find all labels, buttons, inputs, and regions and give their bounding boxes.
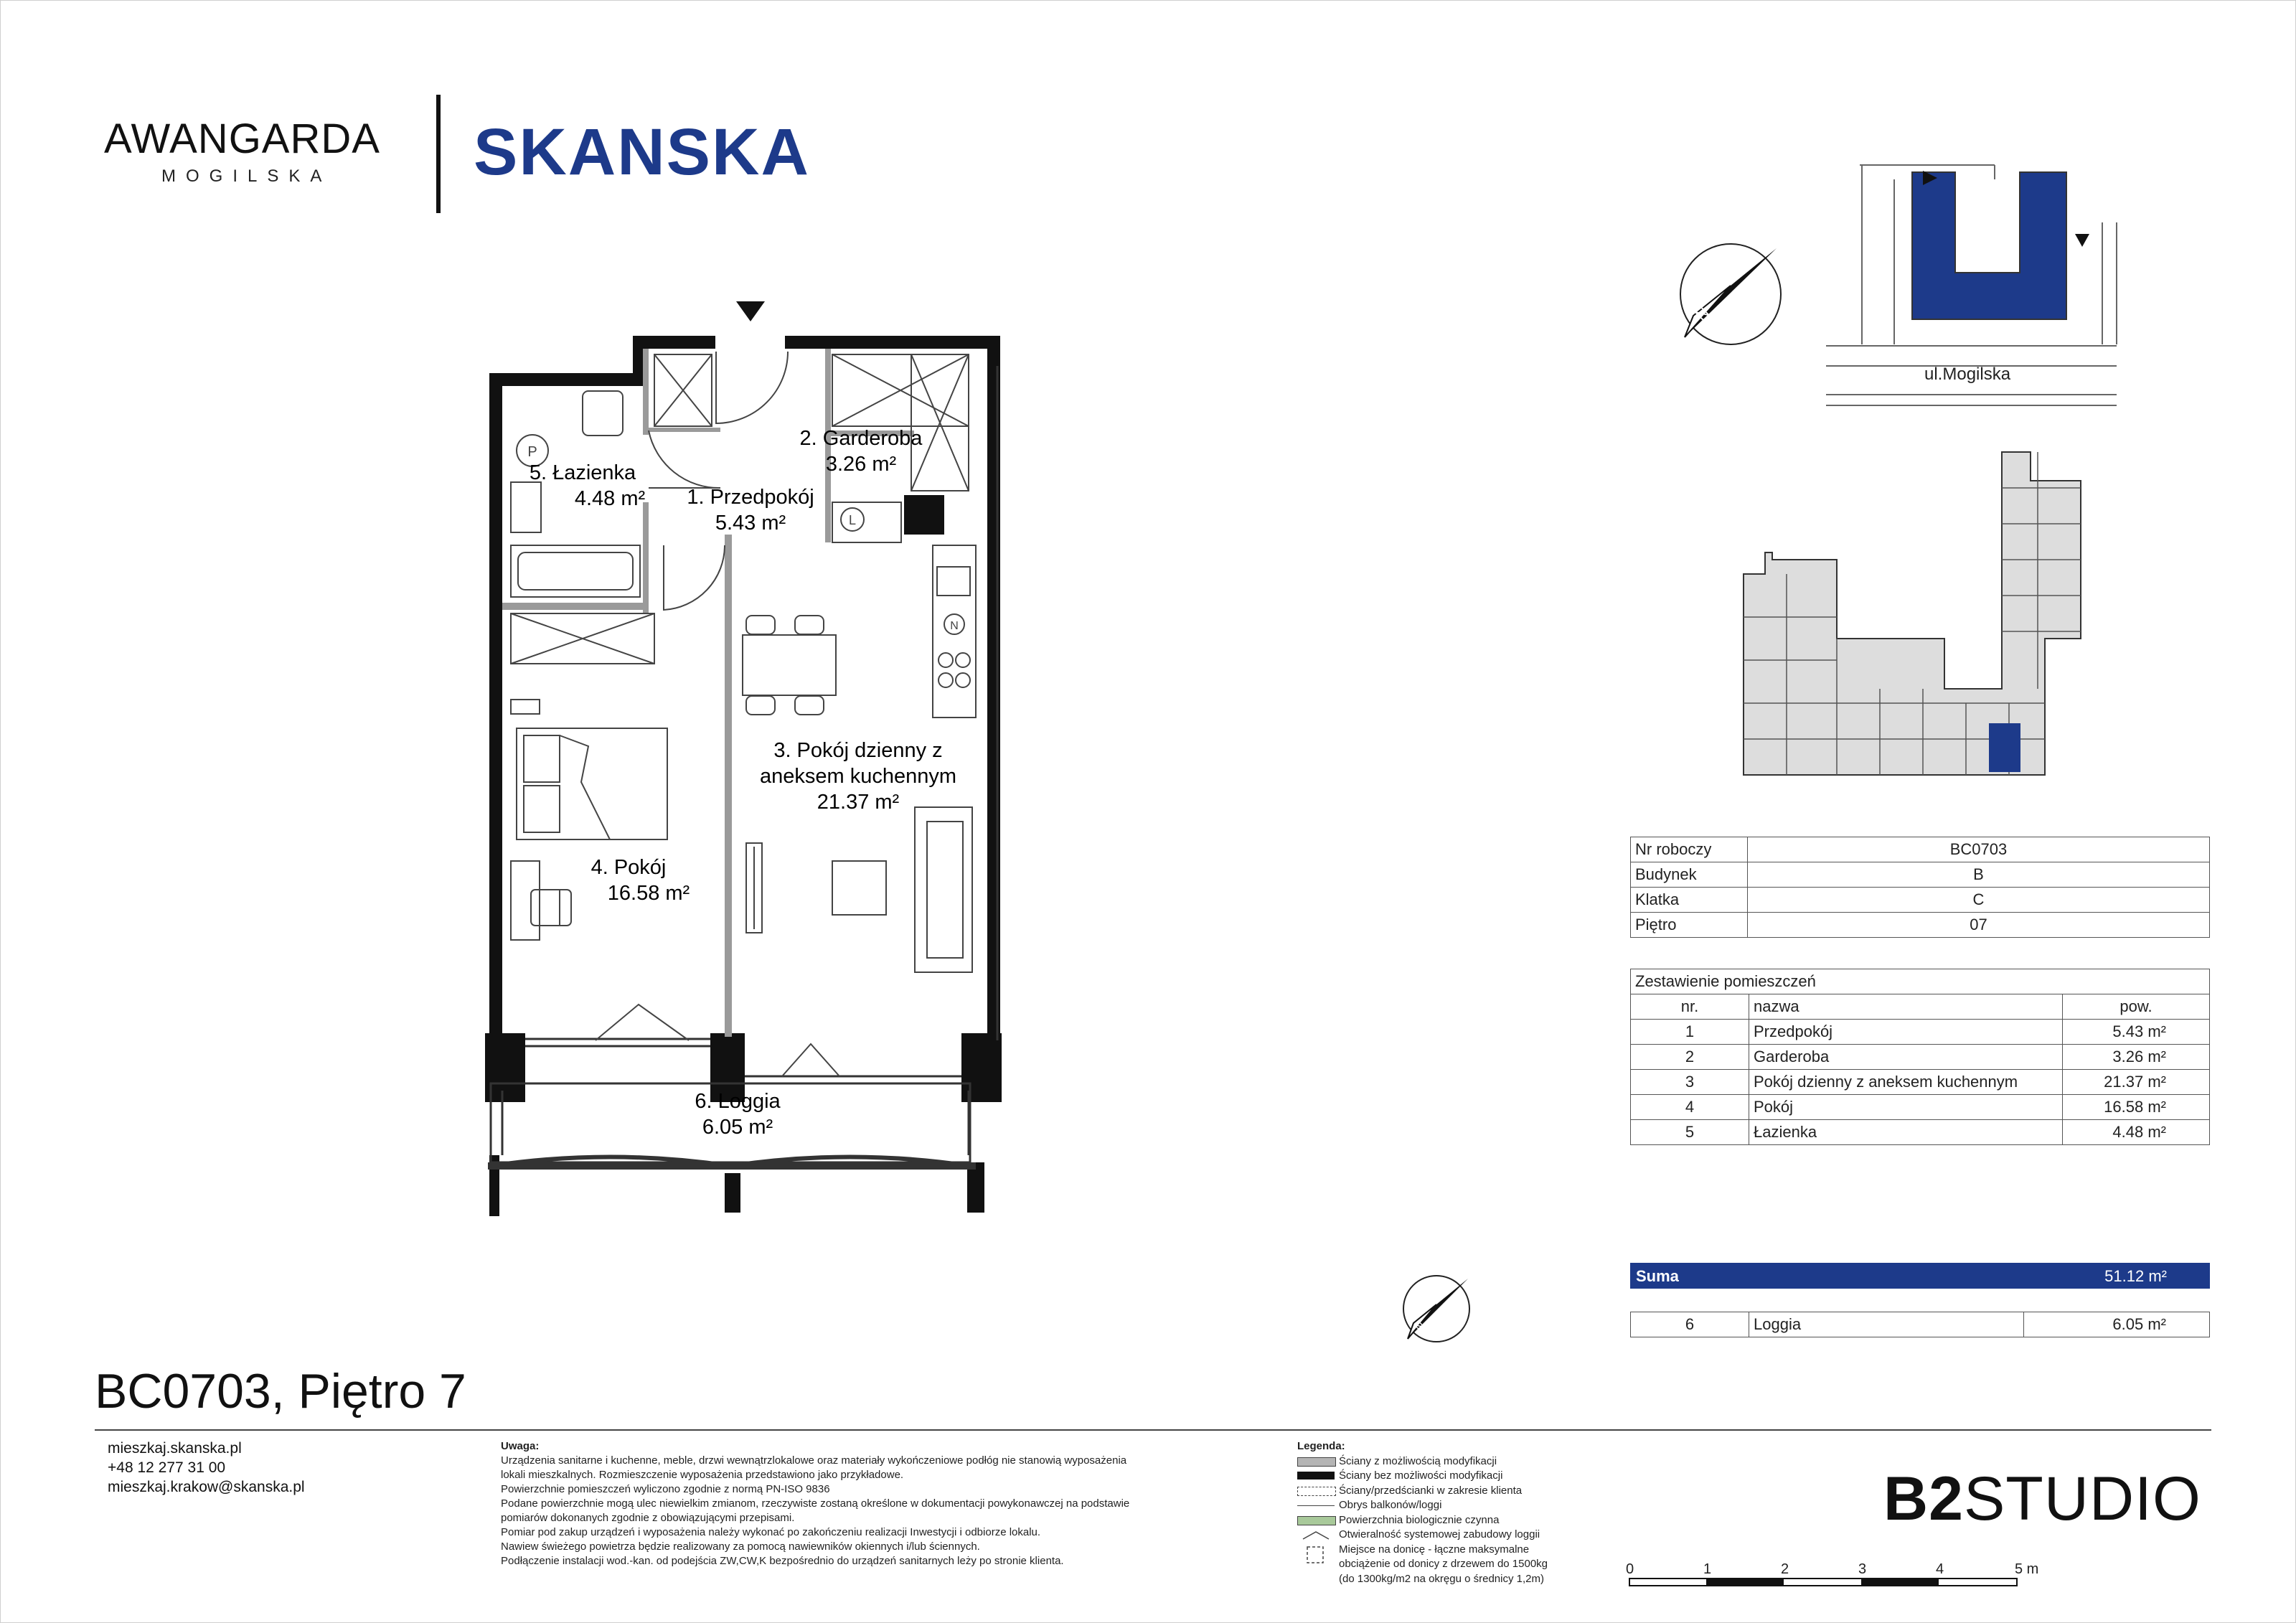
laundry-symbol: L <box>848 513 857 527</box>
room-2-area: 3.26 m² <box>825 453 897 476</box>
legend-label: Powierzchnia biologicznie czynna <box>1339 1513 1500 1526</box>
legend-item-cont <box>1297 1572 1548 1587</box>
legend-title: Legenda: <box>1297 1440 1345 1452</box>
legend-label: obciążenie od donicy z drzewem do 1500kg <box>1339 1558 1548 1570</box>
b2studio-logo-light: STUDIO <box>1963 1464 2201 1533</box>
row-area: 3.26 m² <box>2063 1045 2210 1070</box>
compass-icon-small <box>1399 1270 1478 1349</box>
room-6-label: 6. Loggia <box>695 1090 781 1113</box>
header-name: nazwa <box>1749 994 2063 1020</box>
room-1-area: 5.43 m² <box>715 512 786 535</box>
sum-label: Suma <box>1636 1267 1679 1285</box>
note-line: Nawiew świeżego powietrza będzie realizowany za pomocą nawiewników okiennych i/lub ściennych. <box>501 1540 980 1553</box>
legend-swatch-fixed <box>1297 1472 1335 1479</box>
table-row <box>1631 1120 2210 1145</box>
header-area: pow. <box>2063 994 2210 1020</box>
info-value: 07 <box>1748 913 2210 938</box>
row-nr: 5 <box>1631 1120 1749 1145</box>
row-nr: 1 <box>1631 1020 1749 1045</box>
dining-set <box>743 616 836 715</box>
loggia-nr: 6 <box>1631 1312 1749 1337</box>
table-row <box>1631 913 2210 938</box>
contact-web[interactable]: mieszkaj.skanska.pl <box>108 1440 242 1457</box>
sum-value: 51.12 m² <box>2104 1267 2167 1285</box>
legend-label: Miejsce na donicę - łączne maksymalne <box>1339 1543 1530 1556</box>
info-key: Klatka <box>1631 888 1748 913</box>
compass-icon <box>1680 244 1781 344</box>
room-3-area: 21.37 m² <box>817 791 900 814</box>
row-area: 16.58 m² <box>2063 1095 2210 1120</box>
info-key: Nr roboczy <box>1631 837 1748 862</box>
info-key: Piętro <box>1631 913 1748 938</box>
info-key: Budynek <box>1631 862 1748 888</box>
site-map <box>1650 158 2138 416</box>
interior-walls <box>502 349 914 1037</box>
note-line: Powierzchnie pomieszczeń wyliczono zgodnie z normą PN-ISO 9836 <box>501 1483 830 1495</box>
fridge-symbol: N <box>950 620 959 632</box>
legend-item <box>1297 1498 1548 1513</box>
table-row <box>1631 1020 2210 1045</box>
room-labels <box>530 427 956 1139</box>
awangarda-logo: AWANGARDA <box>104 116 380 162</box>
header-nr: nr. <box>1631 994 1749 1020</box>
unit-info-table <box>1630 837 2210 938</box>
legend-item <box>1297 1543 1548 1558</box>
loggia-name: Loggia <box>1749 1312 2024 1337</box>
room-1-label: 1. Przedpokój <box>687 486 814 509</box>
contact-block <box>108 1439 305 1497</box>
table-header-row <box>1631 994 2210 1020</box>
key-plan <box>1736 445 2095 789</box>
rooms-table-title: Zestawienie pomieszczeń <box>1631 969 2210 994</box>
legend-item <box>1297 1513 1548 1528</box>
living-furniture <box>746 807 972 972</box>
key-plan-unit-highlight <box>1989 723 2020 772</box>
legend-label: Ściany z możliwością modyfikacji <box>1339 1454 1497 1467</box>
legend-label: Obrys balkonów/loggi <box>1339 1499 1442 1511</box>
legend-block <box>1297 1439 1548 1586</box>
table-row <box>1631 1045 2210 1070</box>
compass-letter: N <box>1691 303 1713 324</box>
note-line: Podłączenie instalacji wod.-kan. od podejścia ZW,CW,K bezpośrednio do urządzeń sanitarnych leży po stronie klienta. <box>501 1555 1064 1567</box>
legend-swatch-balcony <box>1297 1505 1335 1506</box>
table-row <box>1631 862 2210 888</box>
room-3-label-line1: 3. Pokój dzienny z <box>773 739 943 762</box>
scale-tick-1: 1 <box>1703 1561 1712 1577</box>
scale-tick-0: 0 <box>1626 1561 1634 1577</box>
footer-divider <box>95 1429 2211 1431</box>
laundry <box>832 502 901 542</box>
legend-label: Otwieralność systemowej zabudowy loggii <box>1339 1528 1540 1540</box>
loggia-area: 6.05 m² <box>2024 1312 2210 1337</box>
row-name: Przedpokój <box>1749 1020 2063 1045</box>
row-nr: 2 <box>1631 1045 1749 1070</box>
scale-tick-2: 2 <box>1781 1561 1789 1577</box>
key-plan-outline <box>1744 452 2081 775</box>
info-value: B <box>1748 862 2210 888</box>
contact-email[interactable]: mieszkaj.krakow@skanska.pl <box>108 1479 305 1495</box>
row-nr: 3 <box>1631 1070 1749 1095</box>
room-5-area: 4.48 m² <box>574 487 646 510</box>
info-value: BC0703 <box>1748 837 2210 862</box>
legend-label: Ściany/przedścianki w zakresie klienta <box>1339 1484 1523 1497</box>
legend-item <box>1297 1469 1548 1484</box>
site-entrance-arrow-icon-2 <box>2075 234 2089 247</box>
room-4-label: 4. Pokój <box>591 856 667 879</box>
b2studio-logo-bold: B2 <box>1883 1464 1964 1533</box>
table-row <box>1631 1070 2210 1095</box>
table-row <box>1631 837 2210 862</box>
note-line: Pomiar pod zakup urządzeń i wyposażenia należy wykonać po zakończeniu realizacji Inwestycji i odbiorze lokalu. <box>501 1526 1041 1538</box>
building-footprint <box>1912 172 2066 319</box>
note-title: Uwaga: <box>501 1440 540 1452</box>
row-name: Garderoba <box>1749 1045 2063 1070</box>
awangarda-logo-subtitle: MOGILSKA <box>161 166 332 186</box>
note-block <box>501 1439 1211 1568</box>
street-name: ul.Mogilska <box>1924 364 2011 384</box>
legend-item-cont <box>1297 1557 1548 1572</box>
table-row <box>1631 888 2210 913</box>
legend-swatch-opening-icon <box>1297 1530 1335 1538</box>
note-line: Podane powierzchnie mogą ulec niewielkim zmianom, rzeczywiste zostaną określone w dokumentacji powykonawczej na podstawie <box>501 1497 1130 1510</box>
legend-swatch-modifiable <box>1297 1457 1336 1467</box>
room-5-label: 5. Łazienka <box>529 461 636 484</box>
legend-item <box>1297 1484 1548 1499</box>
table-title-row <box>1631 969 2210 994</box>
b2studio-logo <box>1883 1464 2201 1535</box>
loggia-table <box>1630 1312 2210 1337</box>
note-line: pomiarów dokonanych zgodnie z obowiązującymi przepisami. <box>501 1512 795 1524</box>
row-name: Łazienka <box>1749 1120 2063 1145</box>
scale-bar <box>1629 1576 2031 1590</box>
apartment-title: BC0703, Piętro 7 <box>95 1364 466 1419</box>
row-area: 21.37 m² <box>2063 1070 2210 1095</box>
legend-swatch-green <box>1297 1516 1336 1525</box>
note-line: lokali mieszkalnych. Rozmieszczenie wyposażenia przedstawiono jako przykładowe. <box>501 1469 904 1481</box>
scale-tick-3: 3 <box>1858 1561 1867 1577</box>
table-row <box>1631 1312 2210 1337</box>
compass-letter-small: N <box>1412 1319 1428 1334</box>
room-4-area: 16.58 m² <box>607 882 690 905</box>
legend-swatch-client <box>1297 1487 1336 1496</box>
legend-label: Ściany bez możliwości modyfikacji <box>1339 1469 1503 1482</box>
room-6-area: 6.05 m² <box>702 1116 773 1139</box>
table-row <box>1631 1095 2210 1120</box>
sum-bar <box>1630 1263 2210 1289</box>
row-area: 4.48 m² <box>2063 1120 2210 1145</box>
row-name: Pokój <box>1749 1095 2063 1120</box>
room-3-label-line2: aneksem kuchennym <box>759 765 957 788</box>
legend-item <box>1297 1528 1548 1543</box>
legend-label: (do 1300kg/m2 na okręgu o średnicy 1,2m) <box>1339 1572 1544 1585</box>
scale-tick-end: 5 m <box>2015 1561 2039 1577</box>
washer-symbol: P <box>527 444 537 460</box>
note-line: Urządzenia sanitarne i kuchenne, meble, drzwi wewnątrzlokalowe oraz materiały wykończeniowe podłóg nie stanowią wyposażenia <box>501 1454 1127 1467</box>
room-2-label: 2. Garderoba <box>799 427 923 450</box>
contact-phone[interactable]: +48 12 277 31 00 <box>108 1459 226 1476</box>
row-name: Pokój dzienny z aneksem kuchennym <box>1749 1070 2063 1095</box>
legend-item <box>1297 1454 1548 1469</box>
row-nr: 4 <box>1631 1095 1749 1120</box>
entrance-arrow-icon <box>736 301 765 321</box>
rooms-table <box>1630 969 2210 1145</box>
scale-tick-4: 4 <box>1936 1561 1944 1577</box>
info-value: C <box>1748 888 2210 913</box>
row-area: 5.43 m² <box>2063 1020 2210 1045</box>
skanska-logo: SKANSKA <box>474 116 810 189</box>
